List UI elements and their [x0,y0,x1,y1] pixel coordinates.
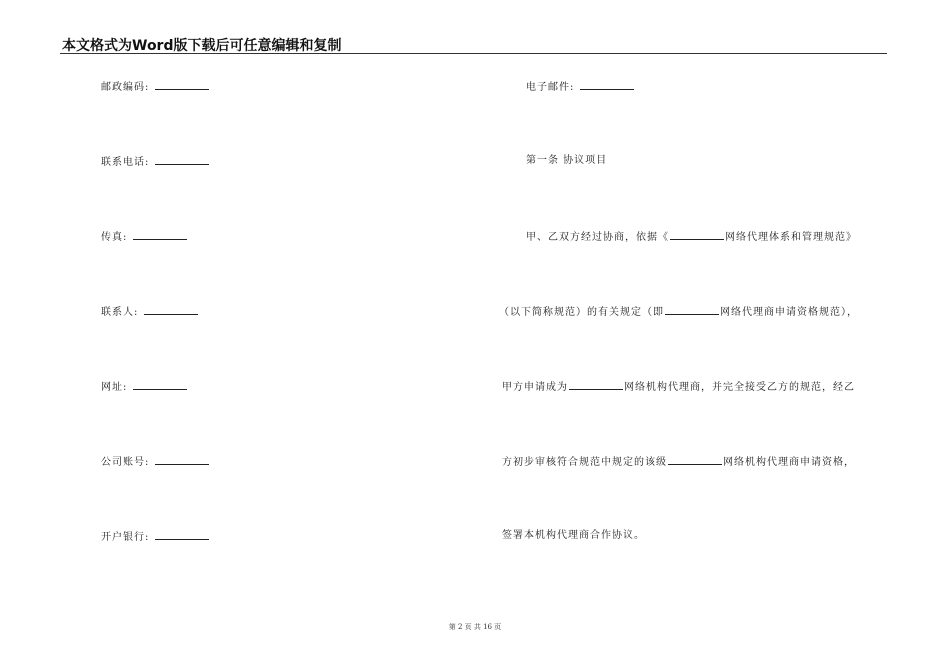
p3-text-a: 甲方申请成为 [502,382,568,393]
paragraph-line-1 [526,229,857,245]
account-blank [155,454,209,465]
paragraph-line-3 [502,379,855,395]
contact-blank [144,304,198,315]
p4-blank [668,454,722,465]
account-line [101,454,210,470]
bank-label: 开户银行: [101,532,150,543]
postcode-line [101,79,210,95]
email-label: 电子邮件: [526,82,575,93]
paragraph-line-4 [502,454,855,470]
paragraph-line-2 [499,304,858,320]
phone-label: 联系电话: [101,157,150,168]
p5-text: 签署本机构代理商合作协议。 [502,530,645,541]
header-title: 本文格式为Word版下载后可任意编辑和复制 [62,38,342,54]
article-title [526,154,607,168]
p1-text-b: 网络代理体系和管理规范》 [725,232,857,243]
bank-line [101,529,210,545]
account-label: 公司账号: [101,457,150,468]
postcode-label: 邮政编码: [101,82,150,93]
website-label: 网址: [101,382,128,393]
p3-text-b: 网络机构代理商，并完全接受乙方的规范，经乙 [624,382,855,393]
p4-text-a: 方初步审核符合规范中规定的该级 [502,457,667,468]
contact-line [101,304,199,320]
fax-blank [133,229,187,240]
website-line [101,379,188,395]
bank-blank [155,529,209,540]
p1-text-a: 甲、乙双方经过协商，依据《 [526,232,669,243]
phone-blank [155,154,209,165]
p4-text-b: 网络机构代理商申请资格， [723,457,855,468]
p1-blank [670,229,724,240]
postcode-blank [155,79,209,90]
contact-label: 联系人: [101,307,139,318]
website-blank [133,379,187,390]
article-title-text: 第一条 协议项目 [526,155,608,166]
fax-label: 传真: [101,232,128,243]
phone-line [101,154,210,170]
p2-text-a: （以下简称规范）的有关规定（即 [499,307,664,318]
p3-blank [569,379,623,390]
email-blank [580,79,634,90]
p2-text-b: 网络代理商申请资格规范）， [720,307,858,318]
fax-line [101,229,188,245]
header-divider [60,53,887,54]
paragraph-line-5 [502,529,645,543]
p2-blank [665,304,719,315]
page-number: 第 2 页 共 16 页 [448,623,502,631]
email-line [526,79,635,95]
